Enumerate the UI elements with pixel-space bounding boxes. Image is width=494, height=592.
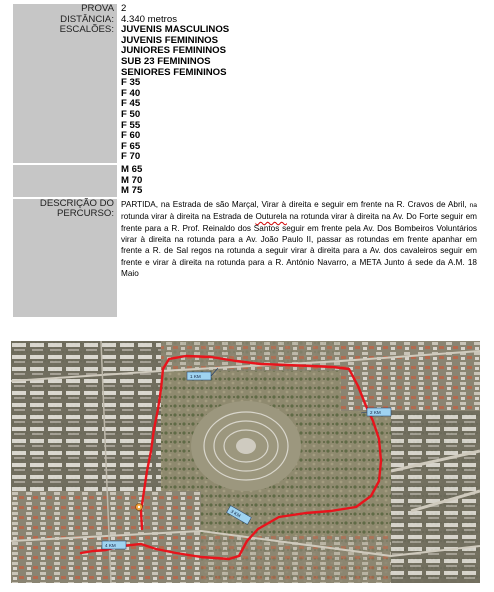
route-text-small: na — [469, 201, 477, 209]
escalao-item: JUVENIS MASCULINOS — [121, 24, 230, 36]
km-marker-3-label: 3 KM — [229, 508, 242, 519]
escalao-item: M 75 — [121, 185, 143, 197]
route-text-part: na rotunda virar à direita na Av. Do Forte seguir em frente para a R. Prof. Reinaldo dos Santos seguir em frente pela Av. Dos Bombeiros Voluntários virar à direita na rotunda para a Av. João Paulo II, passar as rotundas em frente apanhar em frente a R. de Sal regos na rotunda a seguir virar à direita para a Av. dos cavaleiros seguir em frente e virar à direita na rotunda para a R. António Navarro, a META Junto á sede da A.M. 18 Maio — [121, 212, 477, 279]
route-text-spellcheck-flag: Outurela — [255, 212, 287, 222]
route-description — [117, 199, 481, 317]
descricao-label-line1: DESCRIÇÃO DO — [39, 197, 114, 209]
escalao-item: F 45 — [121, 98, 141, 110]
prova-value: 2 — [121, 3, 127, 14]
escalao-item: F 40 — [121, 87, 141, 99]
km-marker-2-label: 2 KM — [370, 410, 381, 415]
escalao-item: JUNIORES FEMININOS — [121, 45, 227, 57]
escalao-item: F 55 — [121, 119, 141, 131]
descricao-row — [13, 199, 481, 317]
km-marker-4 — [102, 541, 126, 549]
km-marker-1-label: 1 KM — [190, 374, 201, 379]
distancia-value: 4.340 metros — [121, 13, 177, 25]
descricao-label-line2: PERCURSO: — [56, 208, 114, 220]
escaloes-label-empty — [13, 165, 117, 197]
escalao-item: M 65 — [121, 163, 143, 175]
escalao-item: F 50 — [121, 108, 141, 120]
escaloes-list-b — [117, 165, 481, 197]
escalao-item: F 65 — [121, 140, 141, 152]
descricao-label — [13, 199, 117, 317]
race-info-table — [13, 4, 481, 317]
route-text-part: PARTIDA, na Estrada de são Marçal, Virar à direita e seguir em frente na R. Cravos de Abril, — [121, 199, 470, 209]
route-text-part: rotunda virar à direita na Estrada de — [121, 212, 256, 222]
distancia-label: DISTÂNCIA: — [13, 15, 117, 26]
prova-row — [13, 4, 481, 15]
escalao-item: F 60 — [121, 130, 141, 142]
escalao-item: F 35 — [121, 77, 141, 89]
escaloes-list-a — [117, 25, 481, 163]
escaloes-row — [13, 25, 481, 163]
km-marker-4-label: 4 KM — [105, 543, 116, 548]
escalao-item: M 70 — [121, 174, 143, 186]
escalao-item: JUVENIS FEMININOS — [121, 34, 219, 46]
escaloes-label: ESCALÕES: — [13, 25, 117, 163]
route-aerial-map — [11, 341, 480, 583]
escalao-item: SUB 23 FEMININOS — [121, 55, 211, 67]
escalao-item: SENIORES FEMININOS — [121, 66, 227, 78]
escalao-item: F 70 — [121, 151, 141, 163]
prova-label: PROVA — [13, 4, 117, 15]
start-finish-marker — [136, 504, 143, 511]
escaloes-row-b — [13, 165, 481, 197]
map-canvas — [11, 341, 480, 583]
